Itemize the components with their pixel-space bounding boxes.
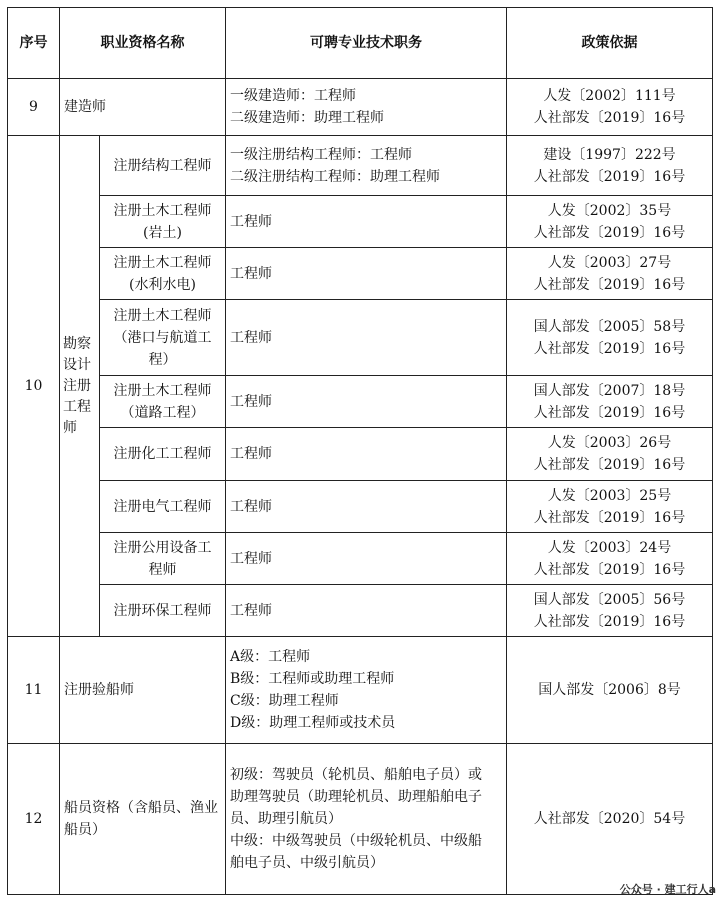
policy-line: 人发〔2002〕35号 [547,202,672,219]
policy-line: 人社部发〔2019〕16号 [533,457,686,473]
job-line: C级：助理工程师 [230,693,339,709]
job-line: 二级注册结构工程师：助理工程师 [230,168,440,185]
table-row [8,428,713,481]
job-titles: 工程师 [226,585,507,637]
job-line: 一级注册结构工程师：工程师 [230,146,412,163]
name-line: 注册土木工程师 [113,307,212,324]
qualification-table [7,7,713,895]
table-row [8,481,713,533]
row-number: 9 [8,79,60,136]
job-line: 二级建造师：助理工程师 [230,110,384,126]
name-line: (岩土) [143,224,182,241]
header-policy: 政策依据 [507,8,713,79]
name-line: 注册电气工程师 [113,498,212,515]
table-row [8,300,713,376]
job-titles [226,79,507,136]
name-line: 注册土木工程师 [113,382,212,399]
name-line: （港口与航道工 [113,329,212,346]
header-no: 序号 [8,8,60,79]
job-titles: 工程师 [226,300,507,376]
job-titles: 工程师 [226,533,507,585]
table-row [8,376,713,428]
table-row [8,196,713,248]
job-titles: 工程师 [226,196,507,248]
job-line: 员、助理引航员） [230,811,342,827]
sub-qualification-name [100,585,226,637]
job-line: 中级：中级驾驶员（中级轮机员、中级船 [230,833,482,849]
policy-basis [507,533,713,585]
name-line: (水利水电) [129,276,196,293]
name-line: 程师 [148,561,177,578]
name-line: 注册土木工程师 [113,202,212,219]
policy-basis [507,376,713,428]
qualification-name [60,744,226,895]
name-line: （道路工程） [120,404,205,421]
policy-line: 人社部发〔2019〕16号 [533,613,686,630]
name-line: 注册化工工程师 [113,446,212,462]
policy-basis [507,585,713,637]
job-titles: 工程师 [226,428,507,481]
name-line: 注册土木工程师 [113,254,212,271]
policy-basis [507,428,713,481]
table-row [8,585,713,637]
policy-line: 人社部发〔2019〕16号 [533,561,686,578]
job-titles: 工程师 [226,481,507,533]
policy-basis [507,79,713,136]
policy-line: 人发〔2003〕24号 [547,539,672,556]
policy-line: 人发〔2002〕111号 [543,88,676,104]
table-row [8,637,713,744]
policy-basis [507,196,713,248]
policy-basis [507,300,713,376]
watermark: 公众号 · 建工行人a [619,883,716,896]
table-row [8,248,713,300]
qualification-name: 建造师 [60,79,226,136]
header-name: 职业资格名称 [60,8,226,79]
job-titles [226,136,507,196]
name-line: 船员） [64,822,106,838]
name-line: 注册环保工程师 [113,602,212,619]
job-line: 助理驾驶员（助理轮机员、助理船舶电子 [230,789,482,805]
policy-line: 人社部发〔2019〕16号 [533,340,686,357]
policy-line: 人社部发〔2019〕16号 [533,404,686,421]
policy-line: 人社部发〔2020〕54号 [533,811,686,827]
sub-qualification-name [100,300,226,376]
table-row [8,79,713,136]
table-row [8,136,713,196]
policy-line: 人社部发〔2019〕16号 [533,168,686,185]
sub-qualification-name [100,196,226,248]
policy-line: 人发〔2003〕25号 [547,487,672,504]
header-row [8,8,713,79]
row-number: 10 [8,136,60,637]
policy-line: 国人部发〔2005〕56号 [533,591,686,608]
name-line: 程） [148,351,177,368]
job-line: 初级：驾驶员（轮机员、船舶电子员）或 [230,767,482,783]
policy-line: 建设〔1997〕222号 [543,146,676,163]
table-row [8,533,713,585]
name-line: 船员资格（含船员、渔业 [64,800,218,816]
qualification-name: 注册验船师 [60,637,226,744]
row-number: 11 [8,637,60,744]
name-line: 注册公用设备工 [113,539,212,556]
job-line: 一级建造师：工程师 [230,88,356,104]
group-name: 勘察设计注册工程师 [60,136,100,637]
job-line: 舶电子员、中级引航员） [230,855,384,871]
job-line: A级：工程师 [230,649,311,665]
policy-basis [507,637,713,744]
job-titles: 工程师 [226,376,507,428]
policy-basis [507,481,713,533]
row-number: 12 [8,744,60,895]
policy-line: 人发〔2003〕26号 [547,435,672,451]
policy-basis [507,136,713,196]
name-line: 注册结构工程师 [113,157,212,174]
policy-line: 国人部发〔2007〕18号 [533,382,686,399]
job-line: D级：助理工程师或技术员 [230,715,396,731]
policy-basis [507,248,713,300]
job-titles [226,637,507,744]
policy-line: 国人部发〔2006〕8号 [538,682,681,698]
policy-line: 人社部发〔2019〕16号 [533,224,686,241]
sub-qualification-name [100,248,226,300]
policy-line: 国人部发〔2005〕58号 [533,318,686,335]
policy-basis [507,744,713,895]
table-row [8,744,713,895]
job-titles: 工程师 [226,248,507,300]
policy-line: 人社部发〔2019〕16号 [533,276,686,293]
policy-line: 人发〔2003〕27号 [547,254,672,271]
policy-line: 人社部发〔2019〕16号 [533,110,686,126]
job-titles [226,744,507,895]
policy-line: 人社部发〔2019〕16号 [533,509,686,526]
header-jobs: 可聘专业技术职务 [226,8,507,79]
sub-qualification-name [100,376,226,428]
sub-qualification-name [100,481,226,533]
sub-qualification-name [100,136,226,196]
sub-qualification-name [100,533,226,585]
job-line: B级：工程师或助理工程师 [230,671,395,687]
sub-qualification-name [100,428,226,481]
